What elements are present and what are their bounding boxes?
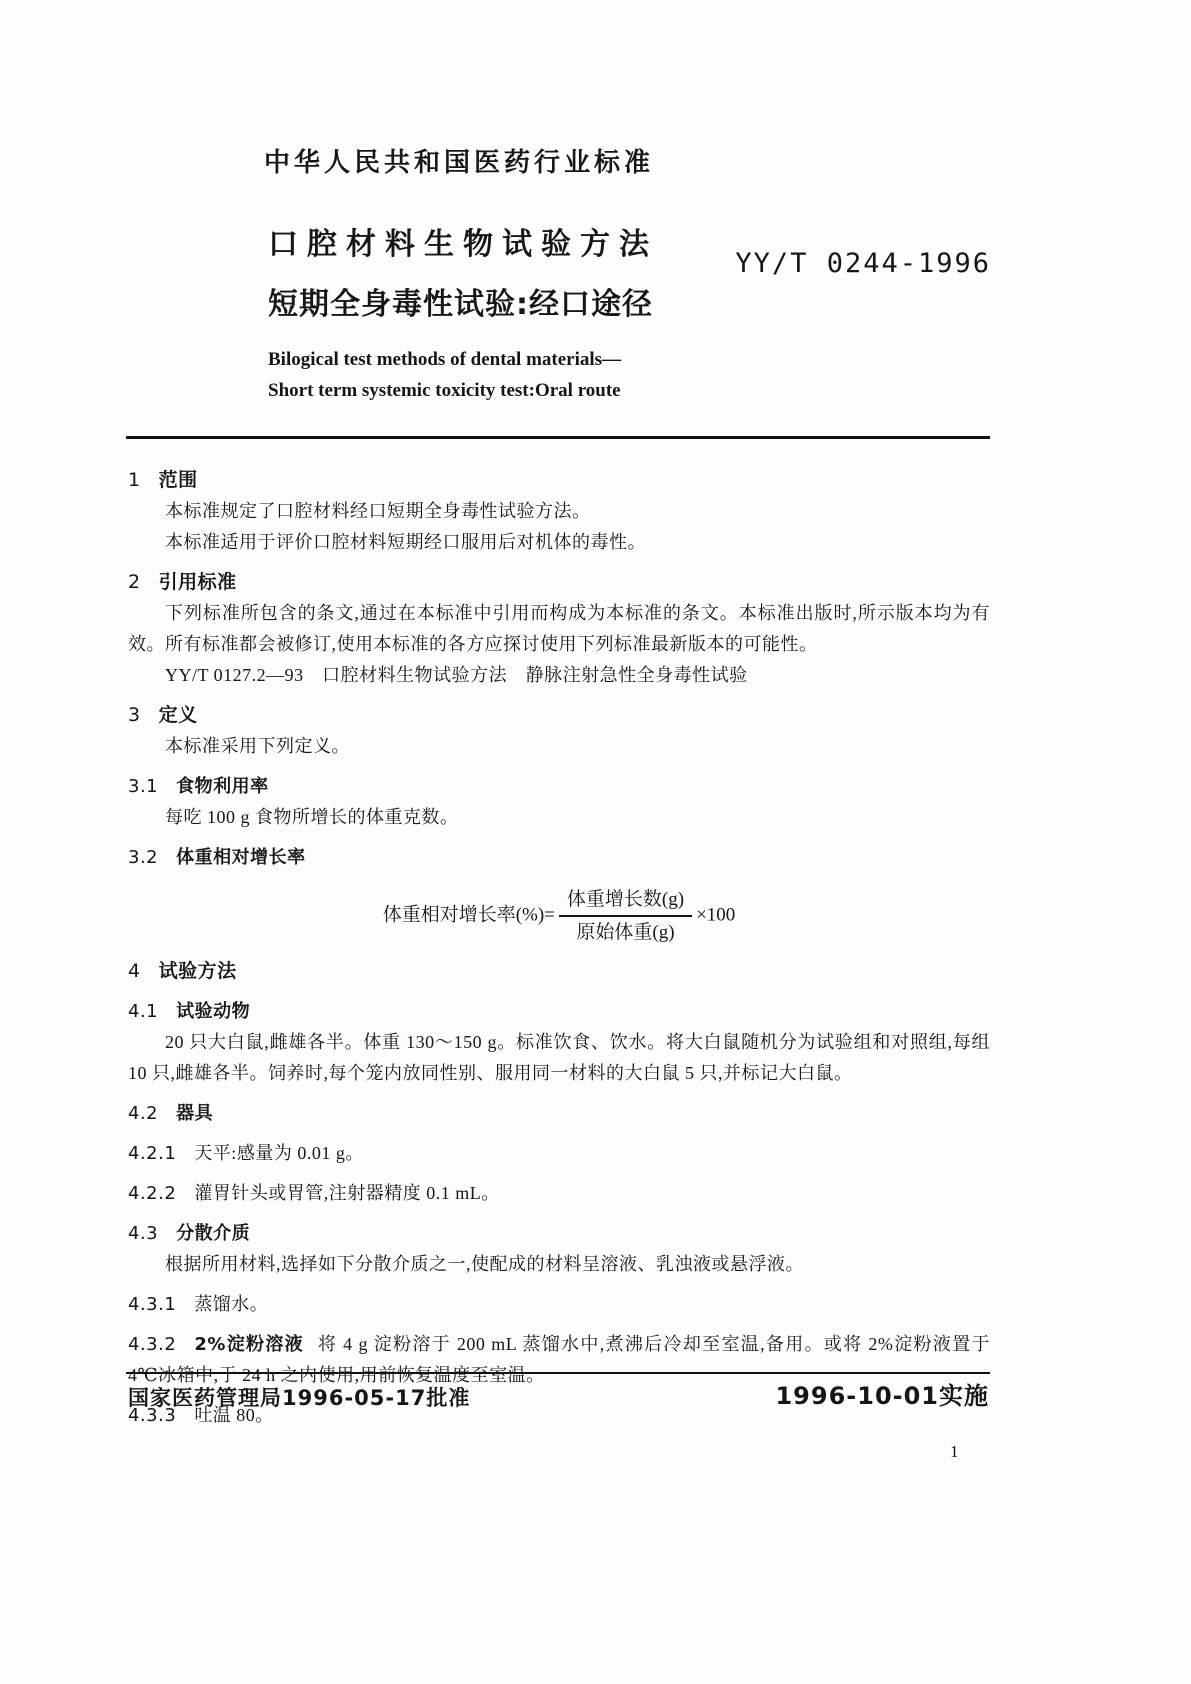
- clause-4-1-heading: [128, 996, 990, 1027]
- clause-number: 4.3.1: [128, 1294, 177, 1315]
- section-4-heading: [128, 956, 990, 987]
- document-title-line2: 短期全身毒性试验:经口途径: [268, 287, 653, 322]
- paragraph: 20 只大白鼠,雌雄各半。体重 130～150 g。标准饮食、饮水。将大白鼠随机分为试验组和对照组,每组 10 只,雌雄各半。饲养时,每个笼内放同性别、服用同一材料的大白鼠 5 只,并标记大白鼠。: [128, 1032, 990, 1083]
- paragraph: 本标准适用于评价口腔材料短期经口服用后对机体的毒性。: [165, 532, 646, 552]
- standard-class-label: 中华人民共和国医药行业标准: [264, 148, 655, 178]
- clause-4-3-heading: [128, 1218, 990, 1249]
- section-title: 试验方法: [158, 960, 237, 982]
- formula-denominator: 原始体重(g): [576, 922, 675, 943]
- section-3-heading: [128, 700, 990, 731]
- paragraph: 每吃 100 g 食物所增长的体重克数。: [165, 807, 459, 827]
- paragraph: 本标准采用下列定义。: [165, 736, 350, 756]
- clause-title: 试验动物: [176, 1001, 251, 1022]
- clause-number: 4.2.1: [128, 1143, 177, 1164]
- clause-number: 4.2: [128, 1103, 159, 1124]
- section-1-heading: [128, 465, 990, 496]
- clause-number: 4.2.2: [128, 1183, 177, 1204]
- english-title-line1: Bilogical test methods of dental materials—: [268, 349, 622, 370]
- clause-text: 天平:感量为 0.01 g。: [194, 1143, 364, 1163]
- clause-4-2-1: [128, 1138, 990, 1169]
- clause-text: 灌胃针头或胃管,注射器精度 0.1 mL。: [194, 1183, 500, 1203]
- section-number: 1: [128, 469, 141, 491]
- paragraph: 根据所用材料,选择如下分散介质之一,使配成的材料呈溶液、乳浊液或悬浮液。: [165, 1254, 804, 1274]
- section-number: 2: [128, 571, 141, 593]
- clause-3-2-heading: [128, 842, 990, 873]
- document-title-line1: 口腔材料生物试验方法: [268, 227, 658, 262]
- formula-rhs: ×100: [696, 904, 736, 926]
- formula-lhs: 体重相对增长率(%)=: [382, 904, 555, 926]
- section-title: 定义: [158, 704, 198, 726]
- clause-title: 器具: [176, 1103, 214, 1124]
- clause-text: 将 4 g 淀粉溶于 200 mL 蒸馏水中,煮沸后冷却至室温,备用。或将 2%淀粉液置于 4℃冰箱中,于 24 h 之内使用,用前恢复温度至室温。: [128, 1334, 990, 1385]
- section-2-heading: [128, 567, 990, 598]
- document-header: [0, 0, 1191, 402]
- weight-gain-rate-formula: [128, 885, 990, 947]
- paragraph: 本标准规定了口腔材料经口短期全身毒性试验方法。: [165, 501, 591, 521]
- section-title: 引用标准: [158, 571, 237, 593]
- clause-title: 体重相对增长率: [176, 847, 306, 868]
- implementation-date: 1996-10-01实施: [775, 1382, 989, 1410]
- clause-number: 3.2: [128, 847, 159, 868]
- paragraph: 下列标准所包含的条文,通过在本标准中引用而构成为本标准的条文。本标准出版时,所示版本均为有效。所有标准都会被修订,使用本标准的各方应探讨使用下列标准最新版本的可能性。: [128, 603, 990, 654]
- page-number: 1: [950, 1442, 959, 1461]
- clause-number: 4.3: [128, 1223, 159, 1244]
- footer-divider-rule: [126, 1372, 990, 1374]
- clause-subtitle: 2%淀粉溶液: [194, 1334, 304, 1355]
- clause-text: 蒸馏水。: [194, 1294, 269, 1314]
- clause-number: 4.1: [128, 1001, 159, 1022]
- clause-4-2-heading: [128, 1098, 990, 1129]
- standard-number: YY/T 0244-1996: [735, 248, 991, 279]
- approval-authority-date: 国家医药管理局1996-05-17批准: [128, 1386, 471, 1410]
- clause-4-3-1: [128, 1289, 990, 1320]
- section-number: 3: [128, 704, 141, 726]
- referenced-standard: YY/T 0127.2—93 口腔材料生物试验方法 静脉注射急性全身毒性试验: [165, 665, 748, 685]
- clause-number: 4.3.2: [128, 1334, 177, 1355]
- clause-title: 分散介质: [176, 1223, 251, 1244]
- section-title: 范围: [158, 469, 198, 491]
- clause-4-2-2: [128, 1178, 990, 1209]
- clause-3-1-heading: [128, 771, 990, 802]
- clause-title: 食物利用率: [176, 776, 269, 797]
- header-divider-rule: [126, 436, 990, 439]
- section-number: 4: [128, 960, 141, 982]
- clause-text: 吐温 80。: [194, 1405, 274, 1425]
- english-title-line2: Short term systemic toxicity test:Oral route: [268, 380, 621, 401]
- clause-number: 4.3.3: [128, 1405, 177, 1426]
- clause-number: 3.1: [128, 776, 159, 797]
- formula-fraction: [559, 885, 692, 947]
- formula-numerator: 体重增长数(g): [559, 885, 692, 917]
- document-body: [128, 465, 990, 1431]
